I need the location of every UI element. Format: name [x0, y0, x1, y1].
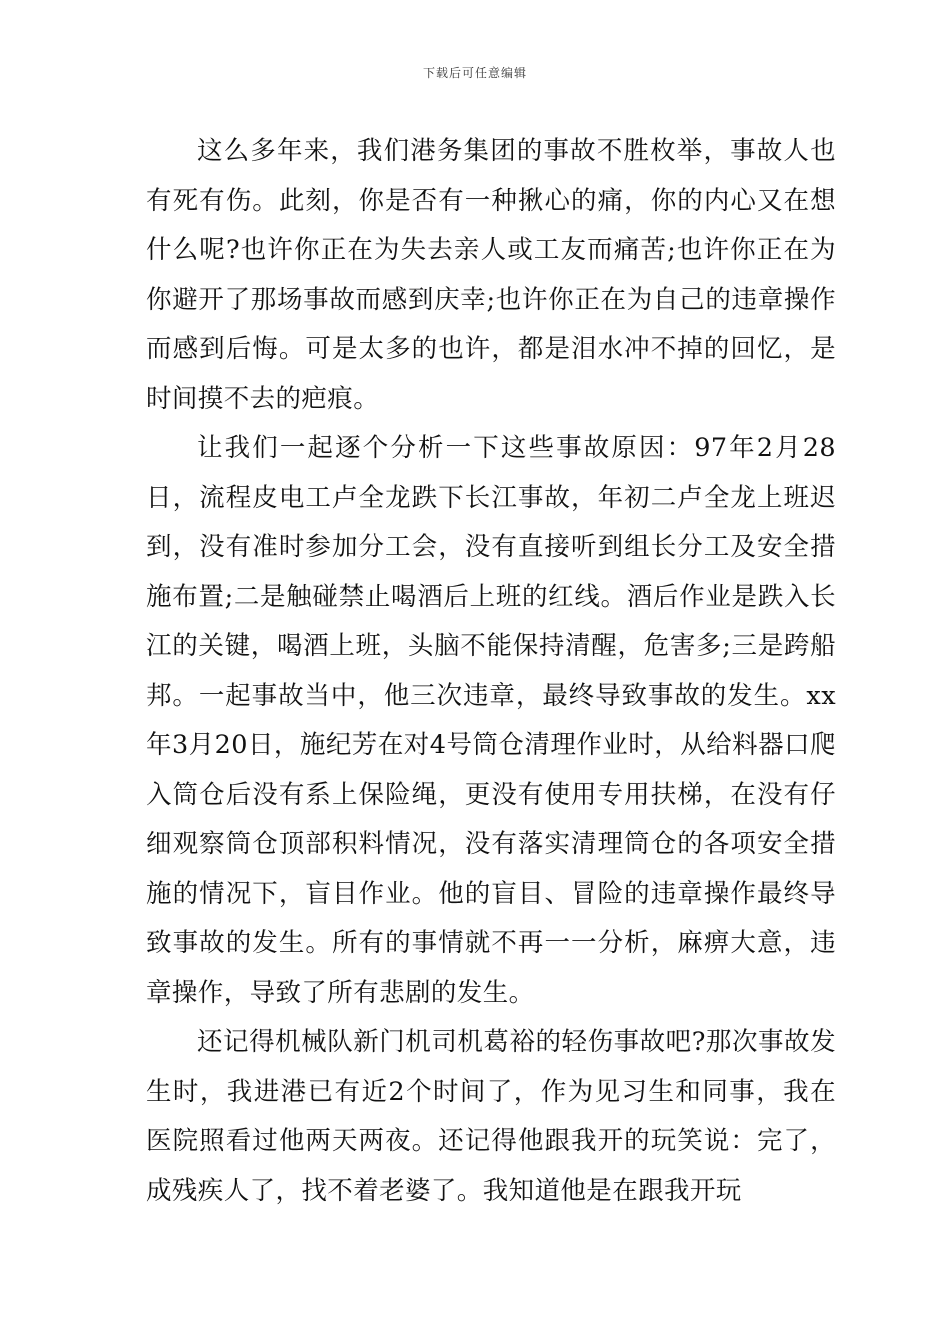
- document-body: [146, 127, 836, 1216]
- paragraph-1: 这么多年来，我们港务集团的事故不胜枚举，事故人也有死有伤。此刻，你是否有一种揪心的痛，你的内心又在想什么呢?也许你正在为失去亲人或工友而痛苦;也许你正在为你避开了那场事故而感到庆幸;也许你正在为自己的违章操作而感到后悔。可是太多的也许，都是泪水冲不掉的回忆，是时间摸不去的疤痕。: [146, 136, 836, 414]
- header-note: 下载后可任意编辑: [422, 66, 527, 80]
- paragraph-3: 还记得机械队新门机司机葛裕的轻伤事故吧?那次事故发生时，我进港已有近2个时间了，作为见习生和同事，我在医院照看过他两天两夜。还记得他跟我开的玩笑说：完了，成残疾人了，找不着老婆了。我知道他是在跟我开玩: [146, 1027, 836, 1206]
- paragraph-2: 让我们一起逐个分析一下这些事故原因：97年2月28日，流程皮电工卢全龙跌下长江事故，年初二卢全龙上班迟到，没有准时参加分工会，没有直接听到组长分工及安全措施布置;二是触碰禁止喝酒后上班的红线。酒后作业是跌入长江的关键，喝酒上班，头脑不能保持清醒，危害多;三是跨船邦。一起事故当中，他三次违章，最终导致事故的发生。xx年3月20日，施纪芳在对4号筒仓清理作业时，从给料器口爬入筒仓后没有系上保险绳，更没有使用专用扶梯，在没有仔细观察筒仓顶部积料情况，没有落实清理筒仓的各项安全措施的情况下，盲目作业。他的盲目、冒险的违章操作最终导致事故的发生。所有的事情就不再一一分析，麻痹大意，违章操作，导致了所有悲剧的发生。: [146, 433, 836, 1008]
